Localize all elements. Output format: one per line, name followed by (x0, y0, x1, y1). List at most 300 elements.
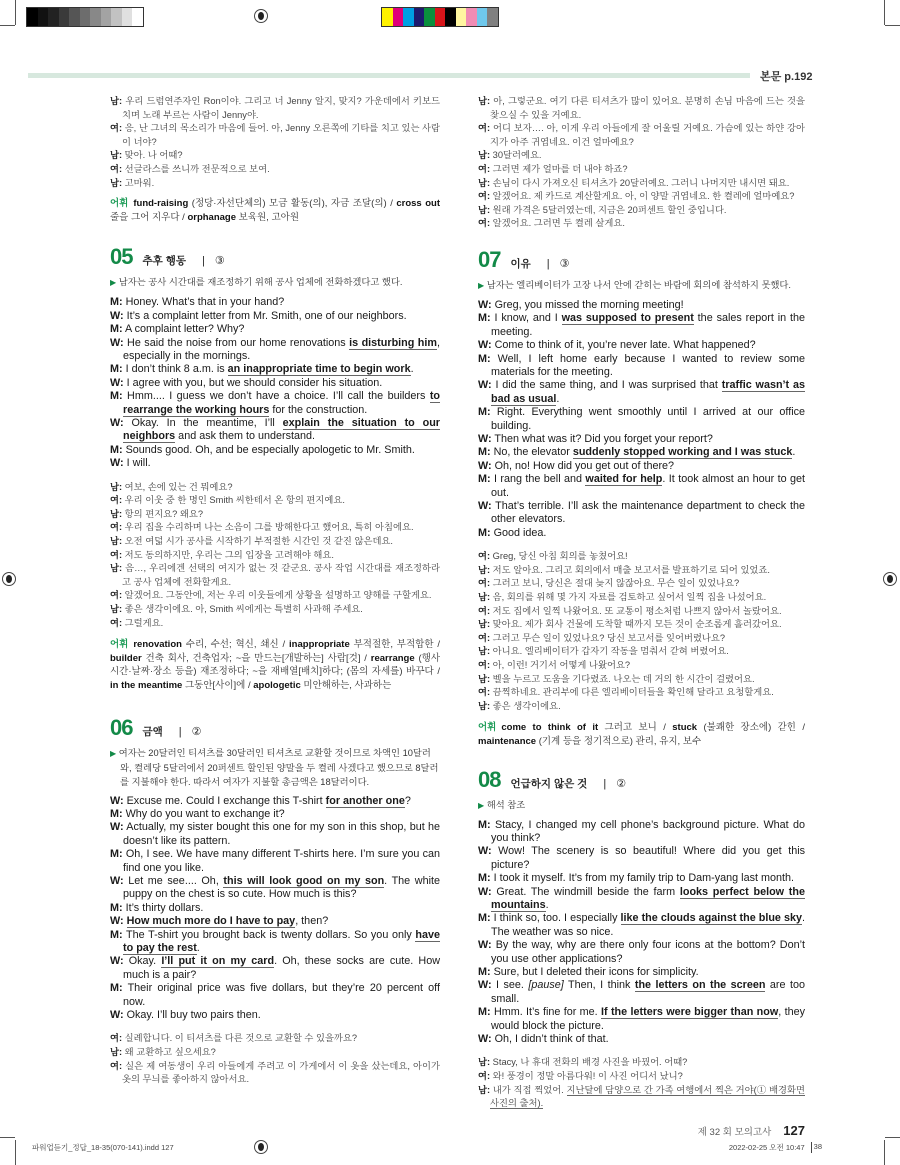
vocab-item (180, 212, 299, 223)
vocab-definition: 보육원, 고아원 (238, 211, 299, 223)
dialogue-line (478, 500, 805, 527)
dialogue-line (478, 379, 805, 406)
speaker-label: M: (478, 312, 491, 325)
translation-line (110, 149, 440, 163)
translation-line (110, 1060, 440, 1087)
line-text: 알겠어요. 그러면 두 켤레 살게요. (492, 218, 625, 229)
line-text: No, the elevator (493, 446, 573, 459)
speaker-label: M: (110, 390, 123, 403)
vocab-definition: (불쾌한 장소에) 갇힌 (703, 722, 796, 734)
key-phrase: for another one (325, 794, 405, 807)
vocab-item (279, 639, 434, 650)
vocab-definition: (행사 시간·날짜·장소 등을) 재조정하다; ~을 재배열[배치]하다; (몸의 자세를) 바꾸다 (110, 652, 441, 678)
print-timestamp: 2022-02-25 오전 10:47 (728, 1143, 805, 1152)
vocab-item (501, 722, 656, 733)
dialogue-line (110, 296, 440, 309)
speaker-label: 남: (110, 150, 123, 161)
translation (478, 1056, 805, 1110)
line-text: . The white puppy on the chest is so cute. How much is this? (123, 874, 440, 901)
key-phrase: an inappropriate time to begin work (227, 363, 411, 376)
question-number: 05 (110, 244, 133, 270)
line-text: 왜 교환하고 싶으세요? (124, 1047, 216, 1058)
speaker-label: 여: (110, 522, 123, 533)
translation-line (478, 122, 805, 149)
line-text: I don’t think 8 a.m. is (125, 363, 228, 376)
line-text: Okay. I’ll buy two pairs then. (126, 1009, 261, 1022)
right-column (478, 95, 805, 1138)
vocab-definition: 수리, 수선; 혁신, 쇄신 (185, 639, 279, 651)
key-phrase: to rearrange the working hours (123, 390, 441, 416)
line-text: It’s thirty dollars. (125, 901, 204, 914)
translation-line (478, 618, 805, 632)
speaker-label: 남: (478, 204, 491, 215)
dialogue-line (110, 377, 440, 390)
speaker-label: 여: (478, 163, 491, 174)
speaker-label: W: (478, 379, 492, 392)
line-text: Okay. In the meantime, I’ll (131, 417, 283, 429)
triangle-bullet-icon: ▶ (110, 278, 117, 288)
speaker-label: M: (110, 848, 123, 861)
speaker-label: W: (478, 298, 492, 311)
vocab-definition: 그러고 보니 (604, 722, 657, 734)
grayscale-color-bar (26, 7, 144, 27)
answer-badge: ② (616, 777, 627, 790)
speaker-label: 남: (478, 96, 491, 106)
speaker-label: M: (110, 323, 123, 336)
vocab-definition: 미안해하는, 사과하는 (303, 679, 392, 691)
line-text: 30달러예요. (492, 150, 542, 161)
question-08 (478, 767, 805, 1111)
dialogue-line (478, 339, 805, 352)
cmyk-color-bar (381, 7, 499, 27)
vocab-item (133, 639, 278, 650)
speaker-label: 여: (478, 551, 491, 562)
crop-mark (885, 25, 900, 26)
speaker-label: 남: (478, 564, 491, 575)
translation (110, 1032, 440, 1086)
dialogue-line (110, 902, 440, 915)
line-text: ? (404, 794, 411, 807)
translation-line (110, 549, 440, 563)
speaker-label: 여: (478, 578, 491, 589)
dialogue-line (478, 460, 805, 473)
speaker-label: 여: (110, 123, 123, 134)
speaker-label: M: (110, 807, 123, 820)
vocab-definition: 부적절한, 부적합한 (353, 639, 434, 651)
dialogue-line (478, 353, 805, 380)
answer-explanation (110, 275, 440, 290)
vocab-word: maintenance (478, 735, 537, 747)
question-heading (478, 767, 805, 793)
line-text: I agree with you, but we should consider his situation. (126, 376, 383, 389)
translation-line (478, 1056, 805, 1070)
explanation-text: 여자는 20달러인 티셔츠를 30달러인 티셔츠로 교환할 것이므로 차액인 10달러와, 켤레당 5달러에서 20퍼센트 할인된 양말을 두 켤레 사겠다고 했으므로 8달러를 지불해야 한다. 따라서 여자가 지불할 총금액은 18달러이다. (118, 747, 439, 787)
line-text: I took it myself. It’s from my family trip to Dam-yang last month. (493, 872, 794, 885)
question-type: 금액 (142, 725, 163, 738)
question-07 (478, 247, 805, 749)
line-text: . (556, 392, 560, 405)
line-text: 실례합니다. 이 티셔츠를 다른 것으로 교환할 수 있을까요? (124, 1033, 358, 1044)
dialogue-line (110, 848, 440, 875)
translation (110, 481, 440, 631)
answer-badge: ③ (559, 257, 570, 270)
line-text: Then what was it? Did you forget your report? (494, 433, 713, 445)
question-type: 추후 행동 (142, 255, 186, 268)
speaker-label: 남: (110, 603, 123, 614)
speaker-label: 여: (110, 495, 123, 506)
answer-explanation (110, 746, 440, 789)
separator: | (546, 257, 550, 270)
line-text: 맞아. 나 어때? (124, 150, 183, 161)
dialogue-line (478, 433, 805, 446)
speaker-label: 남: (478, 150, 491, 161)
line-text: 여보, 손에 있는 건 뭐예요? (124, 481, 233, 492)
dialogue-line (110, 390, 440, 417)
speaker-label: 남: (478, 592, 491, 603)
line-text: Oh, I see. We have many different T-shirts here. I’m sure you can find one you like. (123, 848, 440, 874)
answer-badge: ② (191, 725, 202, 738)
answer-badge: ③ (214, 255, 225, 268)
translation-line (478, 686, 805, 700)
key-phrase: I’ll put it on my card (161, 955, 275, 968)
dialogue-line (478, 912, 805, 939)
speaker-label: 남: (110, 508, 123, 519)
translation-line (110, 122, 440, 149)
line-text: 와! 풍경이 정말 아름다워! 이 사진 어디서 났니? (492, 1071, 683, 1082)
speaker-label: W: (110, 915, 124, 928)
line-text: and ask them to understand. (175, 430, 316, 443)
speaker-label: W: (110, 874, 124, 887)
line-text: . (545, 899, 549, 911)
crop-mark (884, 0, 885, 25)
translation-line (110, 177, 440, 191)
dialogue-line (478, 527, 805, 540)
speaker-label: W: (110, 794, 124, 807)
speaker-label: M: (478, 406, 491, 419)
dialogue-line (478, 979, 805, 1006)
translation-line (478, 550, 805, 564)
underlined-answer: 지난달에 담양으로 간 가족 여행에서 찍은 거야(① 배경화면 사진의 출처). (490, 1084, 805, 1109)
dialogue-line (110, 982, 440, 1009)
vocab-label: 어휘 (478, 722, 497, 734)
speaker-label: W: (478, 885, 492, 898)
line-text: Why do you want to exchange it? (125, 807, 285, 820)
speaker-label: 여: (478, 660, 491, 670)
line-text: 오전 여덟 시가 공사를 시작하기 부적절한 시간인 것 같진 않은데요. (124, 536, 393, 546)
dialogue-line (478, 473, 805, 500)
speaker-label: M: (110, 443, 123, 456)
speaker-label: 남: (110, 96, 123, 106)
dialogue-line (110, 955, 440, 982)
line-text: . (792, 446, 796, 459)
speaker-label: M: (110, 363, 123, 376)
question-number: 08 (478, 766, 501, 792)
line-text: The T-shirt you brought back is twenty dollars. So you only (126, 928, 416, 941)
crop-mark (0, 25, 15, 26)
explanation-text: 해석 참조 (486, 799, 526, 810)
exam-label: 제 32 회 모의고사 (697, 1126, 772, 1138)
translation-line (478, 659, 805, 673)
dialogue-script (110, 296, 440, 470)
line-text: Okay. (128, 955, 162, 968)
translation-line (478, 645, 805, 659)
speaker-label: W: (110, 417, 124, 429)
line-text: . (196, 942, 200, 954)
speaker-label: 여: (110, 549, 123, 560)
speaker-label: 남: (110, 481, 123, 492)
vocab-word: stuck (672, 722, 698, 734)
speaker-label: 여: (110, 617, 123, 628)
speaker-label: M: (110, 901, 123, 914)
line-text: Good idea. (493, 526, 547, 539)
speaker-label: M: (478, 473, 491, 486)
line-text: 아니요. 엘리베이터가 갑자기 작동을 멈춰서 갇혀 버렸어요. (492, 646, 729, 657)
line-text: for the construction. (269, 403, 368, 416)
line-text: Oh, I didn’t think of that. (494, 1033, 609, 1046)
translation-line (110, 589, 440, 603)
answer-explanation (478, 798, 805, 813)
dialogue-line (478, 406, 805, 433)
speaker-label: M: (110, 296, 123, 309)
line-text: Sure, but I deleted their icons for simplicity. (493, 966, 699, 979)
line-text: 내가 직접 찍었어. (492, 1084, 567, 1095)
vocab-word: rearrange (370, 652, 415, 664)
line-text: 알겠어요. 그동안에, 저는 우리 이웃들에게 상황을 설명하고 양해를 구할게요. (124, 590, 432, 601)
line-text: . It took almost an hour to get out. (491, 473, 806, 499)
speaker-label: 남: (478, 177, 491, 188)
speaker-label: W: (478, 433, 492, 445)
speaker-label: M: (478, 1006, 491, 1019)
speaker-label: M: (478, 352, 491, 365)
line-text: 아, 그렇군요. 여기 다른 티셔츠가 많이 있어요. 분명히 손님 마음에 드는 것을 찾으실 수 있을 거예요. (490, 96, 805, 120)
line-text: I see. (496, 979, 529, 992)
explanation-text: 남자는 공사 시간대를 재조정하기 위해 공사 업체에 전화하겠다고 했다. (118, 277, 403, 288)
vocab-word: builder (110, 652, 142, 664)
vocabulary (110, 197, 440, 224)
explanation-text: 남자는 엘리베이터가 고장 나서 안에 갇히는 바람에 회의에 참석하지 못했다. (486, 279, 791, 290)
line-text: Let me see.... Oh, (128, 874, 224, 887)
speaker-label: W: (478, 979, 492, 992)
line-text: 음, 회의를 위해 몇 가지 자료를 검토하고 싶어서 일찍 집을 나섰어요. (492, 592, 767, 603)
speaker-label: 남: (478, 700, 491, 711)
registration-mark-icon (254, 9, 268, 23)
line-text: . (410, 363, 414, 376)
speaker-label: W: (478, 1033, 492, 1046)
speaker-label: 남: (478, 646, 491, 657)
speaker-label: 여: (110, 1033, 123, 1044)
vocab-word: renovation (133, 639, 182, 651)
key-phrase: this will look good on my son (223, 874, 385, 887)
translation-line (478, 95, 805, 122)
line-text: Excuse me. Could I exchange this T-shirt (126, 794, 326, 807)
separator: | (178, 725, 182, 738)
line-text: Hmm. It’s fine for me. (493, 1006, 602, 1019)
dialogue-script (478, 819, 805, 1047)
speaker-label: W: (110, 821, 124, 834)
translation-line (478, 605, 805, 619)
translation (478, 95, 805, 231)
speaker-label: 여: (478, 191, 491, 202)
dialogue-line (478, 845, 805, 872)
speaker-label: M: (478, 446, 491, 459)
speaker-label: 여: (110, 590, 123, 601)
dialogue-line (110, 821, 440, 848)
slug-number: 38 (811, 1142, 822, 1153)
triangle-bullet-icon: ▶ (478, 280, 485, 290)
vocab-word: inappropriate (289, 639, 350, 651)
speaker-label: 남: (478, 1057, 491, 1068)
speaker-label: M: (110, 982, 123, 995)
vocab-item (657, 722, 796, 733)
speaker-label: 여: (478, 1071, 491, 1082)
key-phrase: If the letters were bigger than now (601, 1006, 779, 1019)
speaker-label: M: (478, 526, 491, 539)
speaker-label: 남: (478, 673, 491, 684)
dialogue-line (110, 929, 440, 956)
line-text: 벨을 누르고 도움을 기다렸죠. 나오는 데 거의 한 시간이 걸렸어요. (492, 673, 755, 684)
line-text: 항의 편지요? 왜요? (124, 508, 204, 519)
vocab-definition: 그동안[사이]에 (184, 679, 246, 691)
speaker-label: W: (478, 845, 492, 858)
triangle-bullet-icon: ▶ (110, 748, 117, 758)
speaker-label: W: (478, 459, 492, 472)
key-phrase: How much more do I have to pay (126, 915, 296, 928)
speaker-label: 남: (110, 536, 123, 546)
dialogue-line (478, 966, 805, 979)
line-text: Wow! The scenery is so beautiful! Where did you get this picture? (491, 845, 805, 871)
line-text: 손님이 다시 가져오신 티셔츠가 20달러예요. 그러니 나머지만 내시면 돼요. (492, 177, 790, 188)
line-text: 우리 이웃 중 한 명인 Smith 씨한테서 온 항의 편지예요. (124, 495, 345, 506)
translation-line (110, 521, 440, 535)
page-number: 127 (783, 1122, 805, 1138)
line-text: Come to think of it, you’re never late. What happened? (494, 339, 756, 352)
vocabulary (478, 721, 805, 748)
line-text: I rang the bell and (494, 473, 586, 486)
speaker-label: 남: (110, 1047, 123, 1058)
line-text: 아, 이런! 거기서 어떻게 나왔어요? (492, 660, 631, 670)
line-text: 좋은 생각이에요. (492, 700, 561, 711)
speaker-label: W: (478, 500, 492, 513)
line-text: 맞아요. 제가 회사 건물에 도착할 때까지 모든 것이 순조롭게 흘러갔어요. (492, 619, 782, 630)
vocab-word: cross out (396, 198, 441, 210)
key-phrase: have to pay the rest (123, 928, 440, 954)
line-text: It’s a complaint letter from Mr. Smith, one of our neighbors. (126, 309, 407, 322)
question-number: 06 (110, 714, 133, 740)
translation-line (478, 177, 805, 191)
translation-line (478, 190, 805, 204)
translation-line (110, 617, 440, 631)
question-heading (110, 715, 440, 741)
vocab-label: 어휘 (110, 198, 129, 210)
question-heading (110, 244, 440, 270)
dialogue-line (478, 446, 805, 459)
dialogue-line (478, 299, 805, 312)
line-text: 좋은 생각이에요. 아, Smith 씨에게는 특별히 사과해 주세요. (124, 603, 363, 614)
dialogue-line (110, 310, 440, 323)
line-text: , they would block the picture. (491, 1006, 805, 1032)
translation-line (110, 1032, 440, 1046)
translation-line (478, 149, 805, 163)
speaker-label: 여: (110, 163, 123, 174)
header-rule (28, 73, 750, 78)
separator: | (201, 255, 205, 268)
line-text: . Oh, these socks are cute. How much is a pair? (123, 955, 441, 981)
vocab-definition: (기계 등을 정기적으로) 관리, 유지, 보수 (538, 735, 702, 747)
line-text: Oh, no! How did you get out of there? (494, 459, 675, 472)
translation-line (110, 95, 440, 122)
vocab-word: in the meantime (110, 679, 183, 691)
line-text: Greg, 당신 아침 회의를 놓쳤어요! (492, 551, 628, 562)
crop-mark (15, 1140, 16, 1165)
dialogue-line (478, 1006, 805, 1033)
translation-line (110, 562, 440, 589)
crop-mark (885, 1137, 900, 1138)
key-phrase: is disturbing him (349, 336, 438, 349)
slug-right (729, 1142, 822, 1153)
translation-line (110, 603, 440, 617)
translation-line (478, 1070, 805, 1084)
line-text: 응, 난 그녀의 목소리가 마음에 들어. 아, Jenny 오른쪽에 기타를 치고 있는 사람이 너야? (122, 123, 440, 147)
speaker-label: M: (478, 966, 491, 979)
separator: | (603, 777, 607, 790)
speaker-label: 남: (478, 619, 491, 630)
dialogue-line (478, 1033, 805, 1046)
translation-line (478, 632, 805, 646)
translation-line (478, 700, 805, 714)
dialogue-line (478, 312, 805, 339)
question-05 (110, 244, 440, 692)
translation-line (478, 591, 805, 605)
vocab-word: fund-raising (133, 198, 189, 210)
continuation-04 (110, 95, 440, 224)
question-number: 07 (478, 246, 501, 272)
dialogue-line (110, 337, 440, 364)
dialogue-line (110, 323, 440, 336)
vocab-item (245, 680, 391, 691)
line-text: the sales report in the meeting. (491, 312, 806, 338)
speaker-label: 남: (110, 563, 123, 574)
dialogue-line (110, 795, 440, 808)
line-text: 저도 집에서 일찍 나왔어요. 또 교통이 평소처럼 나쁘지 않아서 놀랐어요. (492, 605, 782, 616)
key-phrase: waited for help (585, 473, 663, 486)
translation-line (478, 204, 805, 218)
speaker-label: M: (478, 872, 491, 885)
line-text: , then? (295, 915, 329, 928)
speaker-label: 여: (478, 123, 491, 134)
translation (478, 550, 805, 713)
speaker-label: M: (478, 818, 491, 831)
line-text: Stacy, 나 휴대 전화의 배경 사진을 바꿨어. 어때? (492, 1057, 688, 1068)
line-text: Stacy, I changed my cell phone’s background picture. What do you think? (491, 818, 806, 844)
crop-mark (884, 1140, 885, 1165)
key-phrase: looks perfect below the mountains (491, 885, 805, 911)
line-text: , especially in the mornings. (123, 336, 441, 362)
dialogue-line (110, 1009, 440, 1022)
translation-line (478, 577, 805, 591)
left-column (110, 95, 440, 1087)
print-slug (32, 1142, 822, 1153)
vocab-definition: 줄을 그어 지우다 (110, 211, 180, 223)
dialogue-script (478, 299, 805, 540)
registration-mark-icon (883, 572, 897, 586)
line-text: Greg, you missed the morning meeting! (494, 298, 684, 311)
line-text: 저도 알아요. 그리고 회의에서 매출 보고서를 발표하기로 되어 있었죠. (492, 564, 770, 575)
dialogue-line (478, 939, 805, 966)
line-text: I know, and I (494, 312, 562, 325)
translation-line (478, 673, 805, 687)
line-text: 그러면 제가 얼마를 더 내야 하죠? (492, 163, 628, 174)
line-text: 그러고 무슨 일이 있었나요? 당신 보고서를 잊어버렸나요? (492, 632, 726, 643)
